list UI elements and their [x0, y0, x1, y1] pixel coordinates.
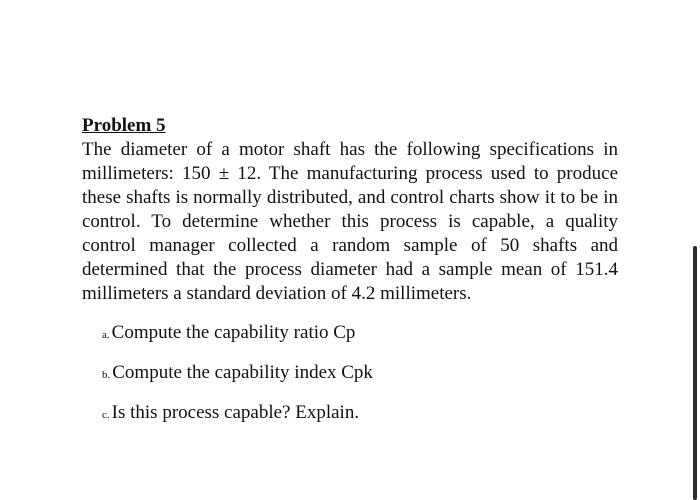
- question-b-letter: b.: [102, 369, 111, 381]
- question-c: [102, 401, 618, 427]
- problem-block: [82, 114, 618, 441]
- problem-title: Problem 5: [82, 115, 166, 136]
- question-a-letter: a.: [102, 329, 110, 341]
- question-list: [82, 321, 618, 427]
- question-c-letter: c.: [102, 409, 110, 421]
- question-a-text: Compute the capability ratio Cp: [111, 322, 356, 343]
- question-b: [102, 361, 618, 387]
- vertical-scrollbar[interactable]: [693, 246, 697, 500]
- question-c-text: Is this process capable? Explain.: [111, 402, 360, 423]
- question-b-text: Compute the capability index Cpk: [112, 362, 373, 383]
- question-a: [102, 321, 618, 347]
- problem-statement: The diameter of a motor shaft has the following specifications in millimeters: 150 ± 12. The manufacturing process used to produce these shafts is normally distributed, and control charts show it to be in control. To determine whether this process is capable, a quality control manager collected a random sample of 50 shafts and determined that the process diameter had a sample mean of 151.4 millimeters a standard deviation of 4.2 millimeters.: [82, 139, 618, 304]
